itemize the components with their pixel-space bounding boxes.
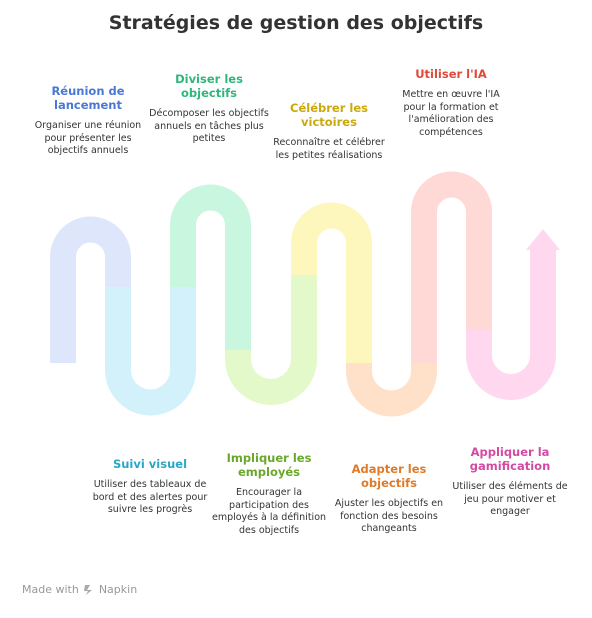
- step-3-desc: Décomposer les objectifs annuels en tâches plus petites: [149, 108, 269, 144]
- segment-2: [118, 287, 183, 403]
- diagram-title: Stratégies de gestion des objectifs: [108, 12, 484, 34]
- step-4-title: Impliquer les employés: [226, 451, 312, 479]
- step-1-title: Réunion de lancement: [51, 84, 125, 112]
- step-2-desc: Utiliser des tableaux de bord et des alertes pour suivre les progrès: [92, 479, 208, 515]
- step-5-desc: Reconnaître et célébrer les petites réalisations: [273, 137, 385, 161]
- step-8-title: Appliquer la gamification: [469, 445, 551, 473]
- segment-6: [359, 363, 424, 404]
- step-8-desc: Utiliser des éléments de jeu pour motiver et engager: [452, 481, 568, 517]
- step-4-desc: Encourager la participation des employés à la définition des objectifs: [211, 487, 327, 536]
- step-6-title: Adapter les objectifs: [351, 462, 427, 490]
- footer-prefix: Made with: [22, 583, 79, 596]
- step-2-title: Suivi visuel: [112, 457, 188, 471]
- footer-brand-name: Napkin: [98, 583, 138, 596]
- step-3-title: Diviser les objectifs: [175, 72, 243, 100]
- step-5-title: Célébrer les victoires: [290, 101, 368, 129]
- step-2-label: [90, 457, 210, 517]
- step-7-title: Utiliser l'IA: [415, 67, 487, 81]
- arrow-head-icon: [526, 229, 560, 250]
- step-5-label: [269, 101, 389, 162]
- step-6-label: [329, 462, 449, 536]
- step-7-label: [391, 67, 511, 139]
- napkin-logo-icon: [83, 584, 95, 596]
- step-8-label: [450, 445, 570, 519]
- step-1-label: [28, 84, 148, 158]
- step-4-label: [209, 451, 329, 537]
- footer-brand: [22, 583, 137, 596]
- step-7-desc: Mettre en œuvre l'IA pour la formation et l'amélioration des compétences: [402, 89, 500, 138]
- step-6-desc: Ajuster les objectifs en fonction des besoins changeants: [334, 498, 444, 534]
- step-1-desc: Organiser une réunion pour présenter les objectifs annuels: [34, 120, 142, 156]
- step-3-label: [149, 72, 269, 146]
